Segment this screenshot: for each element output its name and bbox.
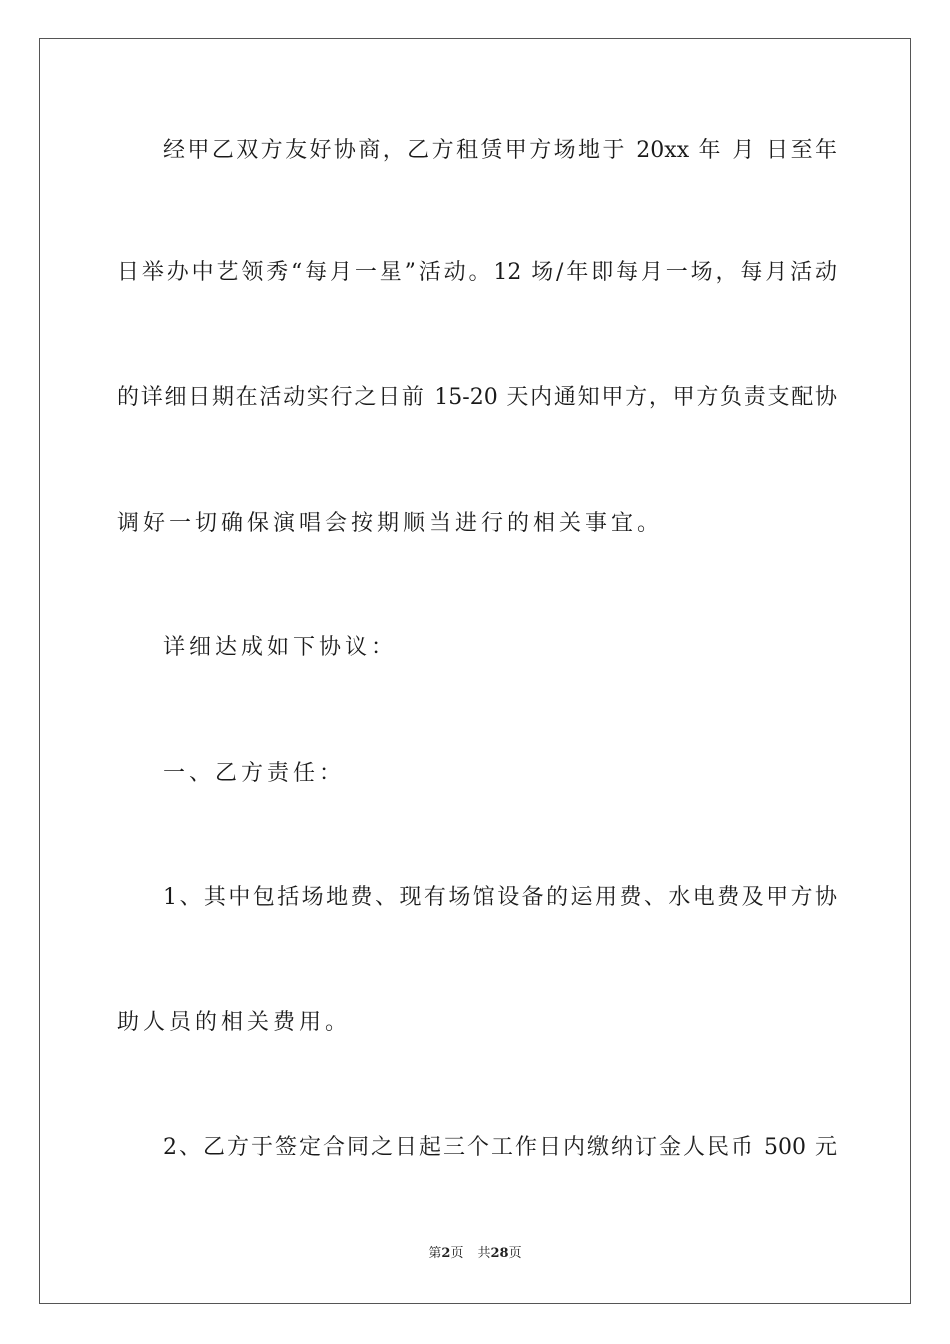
page-number: 2 bbox=[441, 1246, 451, 1261]
paragraph-line: 经甲乙双方友好协商，乙方租赁甲方场地于 20xx 年 月 日至年 bbox=[163, 138, 837, 163]
page-footer bbox=[0, 1245, 950, 1263]
section-heading: 一、乙方责任： bbox=[163, 761, 346, 786]
paragraph-line: 调好一切确保演唱会按期顺当进行的相关事宜。 bbox=[117, 511, 664, 536]
paragraph-line: 1、其中包括场地费、现有场馆设备的运用费、水电费及甲方协 bbox=[163, 885, 837, 910]
paragraph-line: 的详细日期在活动实行之日前 15-20 天内通知甲方，甲方负责支配协 bbox=[117, 385, 837, 410]
paragraph-line: 助人员的相关费用。 bbox=[117, 1010, 352, 1035]
total-pages: 28 bbox=[490, 1246, 509, 1261]
page-prefix: 第 bbox=[428, 1246, 442, 1261]
paragraph-line: 详细达成如下协议： bbox=[163, 635, 398, 660]
total-prefix: 共 bbox=[477, 1246, 491, 1261]
page-border bbox=[39, 38, 911, 1304]
paragraph-line: 2、乙方于签定合同之日起三个工作日内缴纳订金人民币 500 元 bbox=[163, 1135, 837, 1160]
page-suffix: 页 bbox=[450, 1246, 464, 1261]
total-suffix: 页 bbox=[508, 1246, 522, 1261]
paragraph-line: 日举办中艺领秀“每月一星”活动。12 场/年即每月一场，每月活动 bbox=[117, 260, 837, 285]
